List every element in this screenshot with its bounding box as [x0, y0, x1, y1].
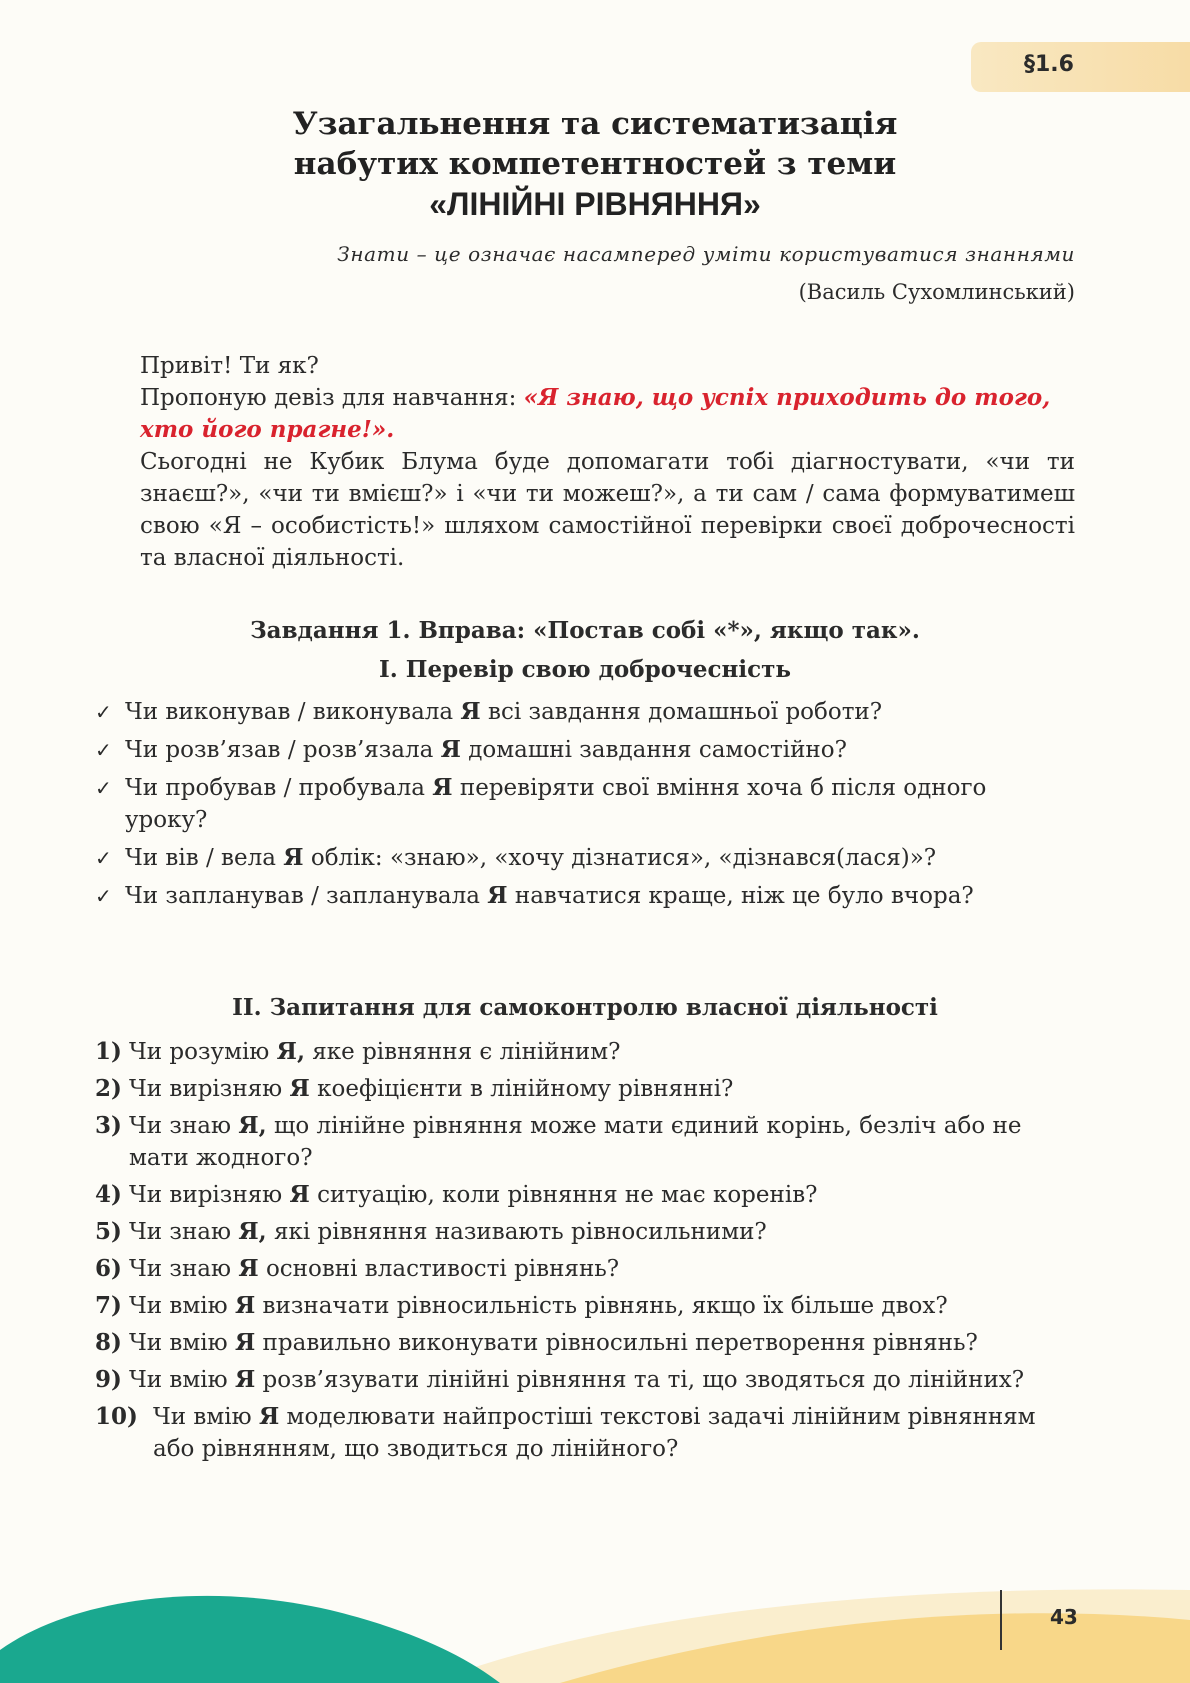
questions-block — [95, 1036, 1075, 1470]
checklist-block — [95, 696, 1075, 918]
question-item: 9) Чи вмію Я розв’язувати лінійні рівняння та ті, що зводяться до лінійних? — [95, 1366, 1025, 1393]
epigraph-author: (Василь Сухомлинський) — [798, 280, 1075, 304]
greeting: Привіт! Ти як? — [140, 353, 319, 379]
question-item: 6) Чи знаю Я основні властивості рівнянь? — [95, 1255, 620, 1282]
checklist-item: ✓ Чи виконував / виконувала Я всі завдання домашньої роботи? — [95, 696, 1075, 728]
checklist-item: ✓ Чи пробував / пробувала Я перевіряти свої вміння хоча б після одного уроку? — [95, 774, 987, 833]
question-item: 5) Чи знаю Я, які рівняння називають рівносильними? — [95, 1218, 767, 1245]
part1-heading: I. Перевір свою доброчесність — [379, 656, 791, 683]
check-mark-icon: ✓ — [95, 700, 112, 724]
question-item: 10) Чи вмію Я моделювати найпростіші текстові задачі лінійним рівнянням або рівнянням, що зводиться до лінійного? — [95, 1403, 1036, 1462]
question-item: 3) Чи знаю Я, що лінійне рівняння може мати єдиний корінь, безліч або не мати жодного? — [95, 1112, 1022, 1171]
section-label: §1.6 — [1024, 52, 1074, 77]
title-line-1: Узагальнення та систематизація — [292, 106, 898, 142]
self-control-questions — [95, 1036, 1075, 1465]
section-tab — [971, 42, 1190, 92]
checklist-item: ✓ Чи розв’язав / розв’язала Я домашні завдання самостійно? — [95, 734, 1075, 766]
title-line-3: «ЛІНІЙНІ РІВНЯННЯ» — [429, 186, 761, 222]
check-mark-icon: ✓ — [95, 738, 112, 762]
part2-heading: II. Запитання для самоконтролю власної діяльності — [232, 994, 938, 1021]
check-mark-icon: ✓ — [95, 846, 112, 870]
question-item: 8) Чи вмію Я правильно виконувати рівносильні перетворення рівнянь? — [95, 1329, 978, 1356]
page-number-divider — [1000, 1590, 1002, 1650]
integrity-checklist — [95, 696, 1075, 912]
question-item: 7) Чи вмію Я визначати рівносильність рівнянь, якщо їх більше двох? — [95, 1292, 948, 1319]
question-item: 2) Чи вирізняю Я коефіцієнти в лінійному рівнянні? — [95, 1075, 734, 1102]
intro-block — [95, 350, 1075, 574]
checklist-item: ✓ Чи запланував / запланувала Я навчатися краще, ніж це було вчора? — [95, 880, 1075, 912]
page-number: 43 — [1050, 1605, 1078, 1629]
motto-lead: Пропоную девіз для навчання: — [140, 385, 524, 411]
page-title — [0, 104, 1190, 224]
epigraph-quote: Знати – це означає насамперед уміти користуватися знаннями — [337, 242, 1075, 266]
checklist-item: ✓ Чи вів / вела Я облік: «знаю», «хочу дізнатися», «дізнався(лася)»? — [95, 842, 1075, 874]
check-mark-icon: ✓ — [95, 776, 112, 800]
question-item: 4) Чи вирізняю Я ситуацію, коли рівняння не має коренів? — [95, 1181, 818, 1208]
check-mark-icon: ✓ — [95, 884, 112, 908]
question-item: 1) Чи розумію Я, яке рівняння є лінійним? — [95, 1038, 621, 1065]
intro-paragraph: Сьогодні не Кубик Блума буде допомагати тобі діагностувати, «чи ти знаєш?», «чи ти вмієш?» і «чи ти можеш?», а ти сам / сама формуватимеш свою «Я – особистість!» шляхом самостійної перевірки своєї доброчесності та власної діяльності. — [140, 449, 1075, 571]
title-line-2: набутих компетентностей з теми — [293, 146, 897, 182]
motto-paragraph — [95, 382, 1075, 446]
task-heading: Завдання 1. Вправа: «Постав собі «*», якщо так». — [250, 617, 920, 644]
motto: «Я знаю, що успіх приходить до того, хто його прагне!». — [140, 384, 1051, 443]
